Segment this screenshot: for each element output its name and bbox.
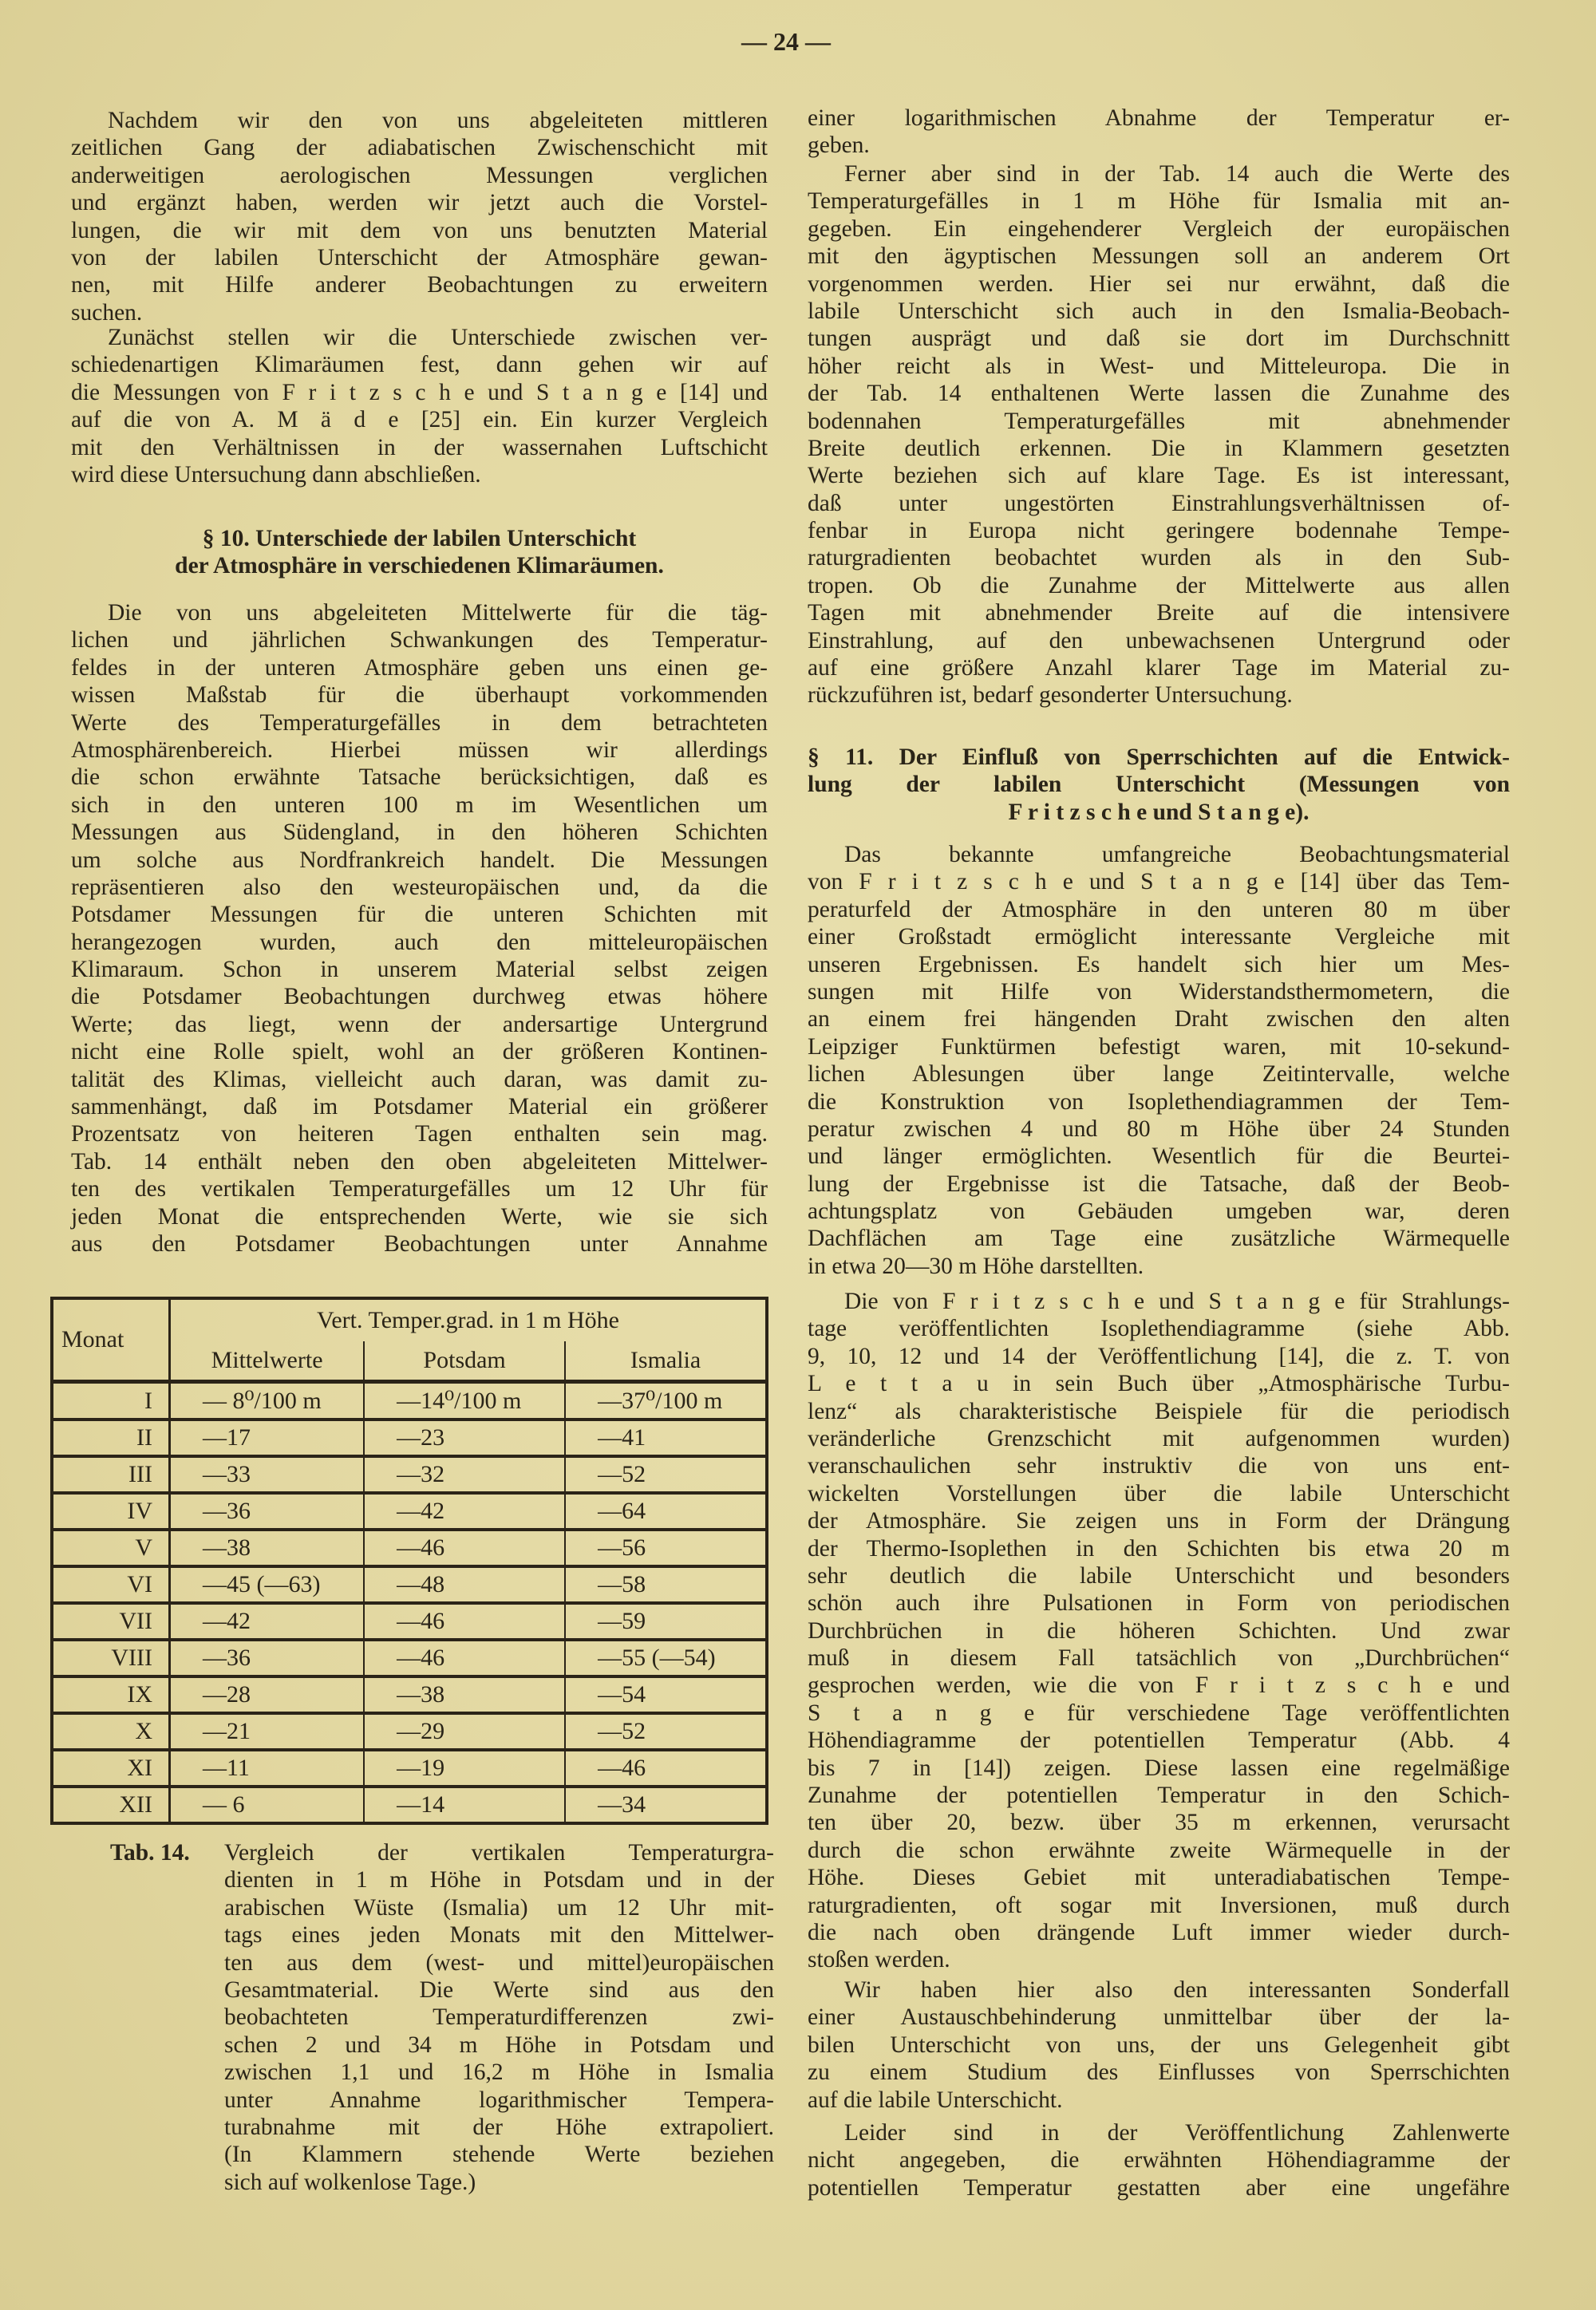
text-line: turabnahme mit der Höhe extrapoliert. [224,2114,774,2140]
potsdam-cell: —29 [364,1713,565,1750]
potsdam-cell: —14 [364,1787,565,1822]
text-line: die Potsdamer Beobachtungen durchweg etwas höhere [71,984,768,1010]
text-line: Ferner aber sind in der Tab. 14 auch die Werte des [844,161,1510,187]
month-cell: VII [53,1603,170,1640]
ismalia-cell: —46 [565,1750,765,1787]
text-line: § 11. Der Einfluß von Sperrschichten auf die Entwick- [808,744,1510,770]
ismalia-cell: —58 [565,1566,765,1603]
potsdam-cell: —23 [364,1420,565,1456]
potsdam-cell: —46 [364,1530,565,1566]
text-line: tungen ausprägt und daß sie dort im Durchschnitt [808,326,1510,352]
text-line: Prozentsatz von heiteren Tagen enthalten sein mag. [71,1121,768,1147]
text-line: Zunächst stellen wir die Unterschiede zwischen ver- [108,325,768,350]
month-cell: X [53,1713,170,1750]
table-row [53,1566,765,1603]
text-line: Breite deutlich erkennen. Die in Klammern gesetzten [808,435,1510,461]
page-number: — 24 — [741,27,831,56]
text-line: veranschaulichen sehr instruktiv die von uns ent- [808,1453,1510,1479]
potsdam-cell: —46 [364,1640,565,1676]
text-line: die Konstruktion von Isoplethendiagrammen der Tem- [808,1088,1510,1115]
ismalia-cell: —52 [565,1456,765,1493]
ismalia-cell: —37⁰/100 m [565,1382,765,1420]
text-line: Klimaraum. Schon in unserem Material selbst zeigen [71,957,768,983]
potsdam-cell: —14⁰/100 m [364,1382,565,1420]
text-line: potentiellen Temperatur gestatten aber eine ungefähre [808,2174,1510,2201]
text-line: höher reicht als in West- und Mitteleuropa. Die in [808,353,1510,379]
text-line: zwischen 1,1 und 16,2 m Höhe in Ismalia [224,2059,774,2086]
text-line: einer logarithmischen Abnahme der Temperatur er- [808,105,1510,131]
text-line: peraturfeld der Atmosphäre in den unteren 80 m über [808,896,1510,922]
text-line: wickelten Vorstellungen über die labile Unterschicht [808,1480,1510,1506]
text-line: lichen Ablesungen über lange Zeitintervalle, welche [808,1061,1510,1088]
text-line: muß in diesem Fall tatsächlich von „Durchbrüchen“ [808,1645,1510,1672]
table-row [53,1420,765,1456]
text-line: Wir haben hier also den interessanten Sonderfall [844,1977,1510,2003]
text-line: von der labilen Unterschicht der Atmosphäre gewan- [71,244,768,270]
ismalia-cell: —52 [565,1713,765,1750]
text-line: ten des vertikalen Temperaturgefälles um 12 Uhr für [71,1176,768,1202]
paragraph [808,1288,1510,1974]
text-line: achtungsplatz von Gebäuden umgeben war, deren [808,1198,1510,1225]
table-row [53,1603,765,1640]
header-potsdam: Potsdam [364,1341,565,1382]
text-line: auf die von A. M ä d e [25] ein. Ein kurzer Vergleich [71,407,768,433]
text-line: Die von uns abgeleiteten Mittelwerte für die täg- [108,600,768,626]
text-line: veränderliche Grenzschicht mit aufgenommen wurden) [808,1425,1510,1451]
mittelwerte-cell: — 6 [203,1791,245,1818]
text-line: tropen. Ob die Zunahme der Mittelwerte aus allen [808,572,1510,598]
text-line: daß unter ungestörten Einstrahlungsverhältnissen of- [808,490,1510,516]
potsdam-cell: —38 [364,1676,565,1713]
text-line: labile Unterschicht sich auch in den Ismalia-Beobach- [808,298,1510,324]
text-line: lenz“ als charakteristische Beispiele für die periodisch [808,1398,1510,1424]
text-line: aus den Potsdamer Beobachtungen unter Annahme [71,1230,768,1257]
month-cell: V [53,1530,170,1566]
text-line: einer Großstadt ermöglicht interessante Vergleiche mit [808,924,1510,950]
text-line: der Thermo-Isoplethen in den Schichten bis etwa 20 m [808,1535,1510,1562]
text-line: raturgradienten beobachtet wurden als in den Sub- [808,545,1510,571]
text-line: gegeben. Ein eingehenderer Vergleich der europäischen [808,215,1510,242]
text-line: fenbar in Europa nicht geringere bodennahe Tempe- [808,518,1510,544]
ismalia-cell: —56 [565,1530,765,1566]
text-line: schiedenartigen Klimaräumen fest, dann gehen wir auf [71,352,768,378]
text-line: auf eine größere Anzahl klarer Tage im Material zu- [808,655,1510,681]
text-line: der Atmosphäre in verschiedenen Klimaräumen. [175,553,664,579]
text-line: der Atmosphäre. Sie zeigen uns in Form der Drängung [808,1508,1510,1534]
ismalia-cell: —64 [565,1493,765,1530]
month-cell: I [53,1382,170,1420]
table-row [53,1530,765,1566]
text-line: zu einem Studium des Einflusses von Sperrschichten [808,2059,1510,2086]
text-line: raturgradienten, oft sogar mit Inversionen, muß durch [808,1892,1510,1918]
text-line: beobachteten Temperaturdifferenzen zwi- [224,2004,774,2031]
text-line: und ergänzt haben, werden wir jetzt auch die Vorstel- [71,190,768,216]
text-line: (In Klammern stehende Werte beziehen [224,2142,774,2168]
table-row [53,1493,765,1530]
text-line: von F r i t z s c h e und S t a n g e [14] über das Tem- [808,869,1510,895]
text-line: unter Annahme logarithmischer Tempera- [224,2087,774,2113]
mittelwerte-cell: —36 [170,1493,365,1530]
text-line: geben. [808,132,870,159]
table-row [53,1787,765,1822]
text-line: bis 7 in [14]) zeigen. Diese lassen eine regelmäßige [808,1755,1510,1781]
text-line: gesprochen werden, wie die von F r i t z s c h e und [808,1672,1510,1699]
text-line: L e t t a u in sein Buch über „Atmosphärische Turbu- [808,1371,1510,1397]
text-line: lichen und jährlichen Schwankungen des Temperatur- [71,627,768,654]
text-line: durch die schon erwähnte zweite Wärmequelle in der [808,1837,1510,1863]
text-line: tage veröffentlichten Isoplethendiagramme (siehe Abb. [808,1316,1510,1342]
text-line: Dachflächen am Tage eine zusätzliche Wärmequelle [808,1226,1510,1252]
table-body [53,1382,765,1822]
paragraph [808,160,1510,709]
ismalia-cell: —34 [565,1787,765,1822]
text-line: die Messungen von F r i t z s c h e und S t a n g e [14] und [71,379,768,405]
table-row [53,1750,765,1787]
text-line: Vergleich der vertikalen Temperaturgra- [224,1840,774,1866]
text-line: auf die labile Unterschicht. [808,2087,1063,2113]
table-row [53,1640,765,1676]
text-line: Einstrahlung, auf den unbewachsenen Untergrund oder [808,627,1510,654]
mittelwerte-cell: —36 [170,1640,365,1676]
text-line: mit den ägyptischen Messungen soll an anderem Ort [808,243,1510,270]
text-line: der Tab. 14 enthaltenen Werte lassen die Zunahme des [808,381,1510,407]
potsdam-cell: —42 [364,1493,565,1530]
text-line: Gesamtmaterial. Die Werte sind aus den [224,1976,774,2003]
text-line: repräsentieren also den westeuropäischen und, da die [71,874,768,900]
header-mittelwerte: Mittelwerte [170,1341,365,1382]
text-line: zeitlichen Gang der adiabatischen Zwischenschicht mit [71,135,768,161]
paragraph [71,599,768,1258]
text-line: Höhendiagramme der potentiellen Temperatur (Abb. 4 [808,1728,1510,1754]
paragraph [71,324,768,488]
potsdam-cell: —46 [364,1603,565,1640]
text-line: stoßen werden. [808,1947,950,1973]
text-line: Das bekannte umfangreiche Beobachtungsmaterial [844,842,1510,867]
month-cell: VIII [53,1640,170,1676]
paragraph [808,105,1510,160]
mittelwerte-cell: —38 [170,1530,365,1566]
text-line: lungen, die wir mit dem von uns benutzten Material [71,217,768,243]
text-line: anderweitigen aerologischen Messungen verglichen [71,162,768,188]
mittelwerte-cell: —45 (—63) [170,1566,365,1603]
text-line: Nachdem wir den von uns abgeleiteten mittleren [108,108,768,133]
text-line: nicht eine Rolle spielt, wohl an der größeren Kontinen- [71,1039,768,1065]
text-line: schön auch ihre Pulsationen in Form von periodischen [808,1590,1510,1617]
mittelwerte-cell: —28 [170,1676,365,1713]
text-line: einer Austauschbehinderung unmittelbar über der la- [808,2004,1510,2031]
text-line: tags eines jeden Monats mit den Mittelwer- [224,1922,774,1949]
text-line: Messungen aus Südengland, in den höheren Schichten [71,819,768,846]
mittelwerte-cell: —33 [170,1456,365,1493]
mittelwerte-cell: —17 [170,1420,365,1456]
text-line: S t a n g e für verschiedene Tage veröffentlichten [808,1700,1510,1726]
month-cell: XI [53,1750,170,1787]
text-line: ten aus dem (west- und mittel)europäischen [224,1949,774,1976]
mittelwerte-cell: — 8⁰/100 m [170,1382,365,1420]
text-line: sungen mit Hilfe von Widerstandsthermometern, die [808,978,1510,1005]
text-line: Leipziger Funktürmen befestigt waren, mit 10-sekund- [808,1033,1510,1060]
month-cell: II [53,1420,170,1456]
data-table [50,1297,768,1825]
text-line: sich in den unteren 100 m im Wesentlichen um [71,792,768,818]
potsdam-cell: —32 [364,1456,565,1493]
text-line: Werte; das liegt, wenn der andersartige Untergrund [71,1011,768,1037]
text-line: peratur zwischen 4 und 80 m Höhe über 24 Stunden [808,1116,1510,1142]
ismalia-cell: —59 [565,1603,765,1640]
section-heading [71,525,768,580]
text-line: § 10. Unterschiede der labilen Unterschicht [202,526,637,551]
text-line: talität des Klimas, vielleicht auch daran, was damit zu- [71,1066,768,1092]
table-row [53,1713,765,1750]
header-month: Monat [53,1300,170,1382]
mittelwerte-cell: —42 [170,1603,365,1640]
text-line: und länger ermöglichten. Wesentlich für die Beurtei- [808,1143,1510,1170]
text-line: Durchbrüchen in die höheren Schichten. Und zwar [808,1617,1510,1644]
text-line: sammenhängt, daß im Potsdamer Material ein größerer [71,1094,768,1120]
ismalia-cell: —54 [565,1676,765,1713]
text-line: unseren Ergebnissen. Es handelt sich hier um Mes- [808,951,1510,977]
caption-label: Tab. 14. [110,1840,190,1866]
table-row [53,1456,765,1493]
text-line: nicht angegeben, die erwähnten Höhendiagramme der [808,2147,1510,2174]
section-heading [808,744,1510,826]
text-line: feldes in der unteren Atmosphäre geben uns einen ge- [71,654,768,681]
text-line: um solche aus Nordfrankreich handelt. Die Messungen [71,847,768,873]
text-line: Atmosphärenbereich. Hierbei müssen wir allerdings [71,736,768,763]
mittelwerte-cell: —11 [170,1750,365,1787]
paragraph [808,841,1510,1280]
text-line: lung der labilen Unterschicht (Messungen von [808,772,1510,798]
text-line: Zunahme der potentiellen Temperatur in den Schich- [808,1783,1510,1809]
ismalia-cell: —55 (—54) [565,1640,765,1676]
potsdam-cell: —19 [364,1750,565,1787]
caption-text [224,1839,774,2196]
paragraph [71,107,768,326]
text-line: die schon erwähnte Tatsache berücksichtigen, daß es [71,764,768,791]
text-line: jeden Monat die entsprechenden Werte, wie sie sich [71,1203,768,1230]
text-line: vorgenommen werden. Hier sei nur erwähnt, daß die [808,270,1510,297]
potsdam-cell: —48 [364,1566,565,1603]
text-line: herangezogen wurden, auch den mitteleuropäischen [71,929,768,955]
text-line: Werte beziehen sich auf klare Tage. Es ist interessant, [808,463,1510,489]
month-cell: III [53,1456,170,1493]
header-group: Vert. Temper.grad. in 1 m Höhe [317,1307,619,1333]
month-cell: VI [53,1566,170,1603]
text-line: sich auf wolkenlose Tage.) [224,2169,476,2195]
ismalia-cell: —41 [565,1420,765,1456]
text-line: sehr deutlich die labile Unterschicht und besonders [808,1562,1510,1589]
month-cell: IX [53,1676,170,1713]
table-row [53,1676,765,1713]
paragraph [808,2119,1510,2201]
month-cell: XII [53,1787,170,1822]
text-line: bilen Unterschicht von uns, der uns Gelegenheit gibt [808,2032,1510,2058]
text-line: lung der Ergebnisse ist die Tatsache, daß der Beob- [808,1171,1510,1197]
text-line: die nach oben drängende Luft immer wieder durch- [808,1919,1510,1945]
text-line: suchen. [71,299,143,326]
text-line: Werte des Temperaturgefälles in dem betrachteten [71,709,768,736]
paragraph [808,1976,1510,2114]
mittelwerte-cell: —21 [170,1713,365,1750]
text-line: Höhe. Dieses Gebiet mit unteradiabatischen Tempe- [808,1865,1510,1891]
text-line: rückzuführen ist, bedarf gesonderter Untersuchung. [808,682,1293,709]
text-line: F r i t z s c h e und S t a n g e). [1008,799,1310,825]
text-line: Temperaturgefälles in 1 m Höhe für Ismalia mit an- [808,188,1510,215]
month-cell: IV [53,1493,170,1530]
text-line: schen 2 und 34 m Höhe in Potsdam und [224,2032,774,2058]
text-line: an einem frei hängenden Draht zwischen den alten [808,1006,1510,1033]
text-line: Tagen mit abnehmender Breite auf die intensivere [808,600,1510,626]
text-line: Leider sind in der Veröffentlichung Zahlenwerte [844,2120,1510,2146]
text-line: nen, mit Hilfe anderer Beobachtungen zu erweitern [71,272,768,298]
table-row [53,1382,765,1420]
text-line: mit den Verhältnissen in der wassernahen Luftschicht [71,434,768,460]
text-line: Die von F r i t z s c h e und S t a n g e für Strahlungs- [844,1289,1510,1314]
text-line: 9, 10, 12 und 14 der Veröffentlichung [14], die z. T. von [808,1343,1510,1369]
text-line: ten über 20, bezw. über 35 m erkennen, verursacht [808,1810,1510,1836]
text-line: Potsdamer Messungen für die unteren Schichten mit [71,902,768,928]
text-line: arabischen Wüste (Ismalia) um 12 Uhr mit- [224,1894,774,1921]
text-line: Tab. 14 enthält neben den oben abgeleiteten Mittelwer- [71,1148,768,1175]
text-line: dienten in 1 m Höhe in Potsdam und in der [224,1867,774,1893]
text-line: bodennahen Temperaturgefälles mit abnehmender [808,408,1510,434]
header-ismalia: Ismalia [565,1341,765,1382]
text-line: in etwa 20—30 m Höhe darstellten. [808,1253,1144,1279]
text-line: wird diese Untersuchung dann abschließen. [71,461,481,488]
text-line: wissen Maßstab für die überhaupt vorkommenden [71,682,768,709]
